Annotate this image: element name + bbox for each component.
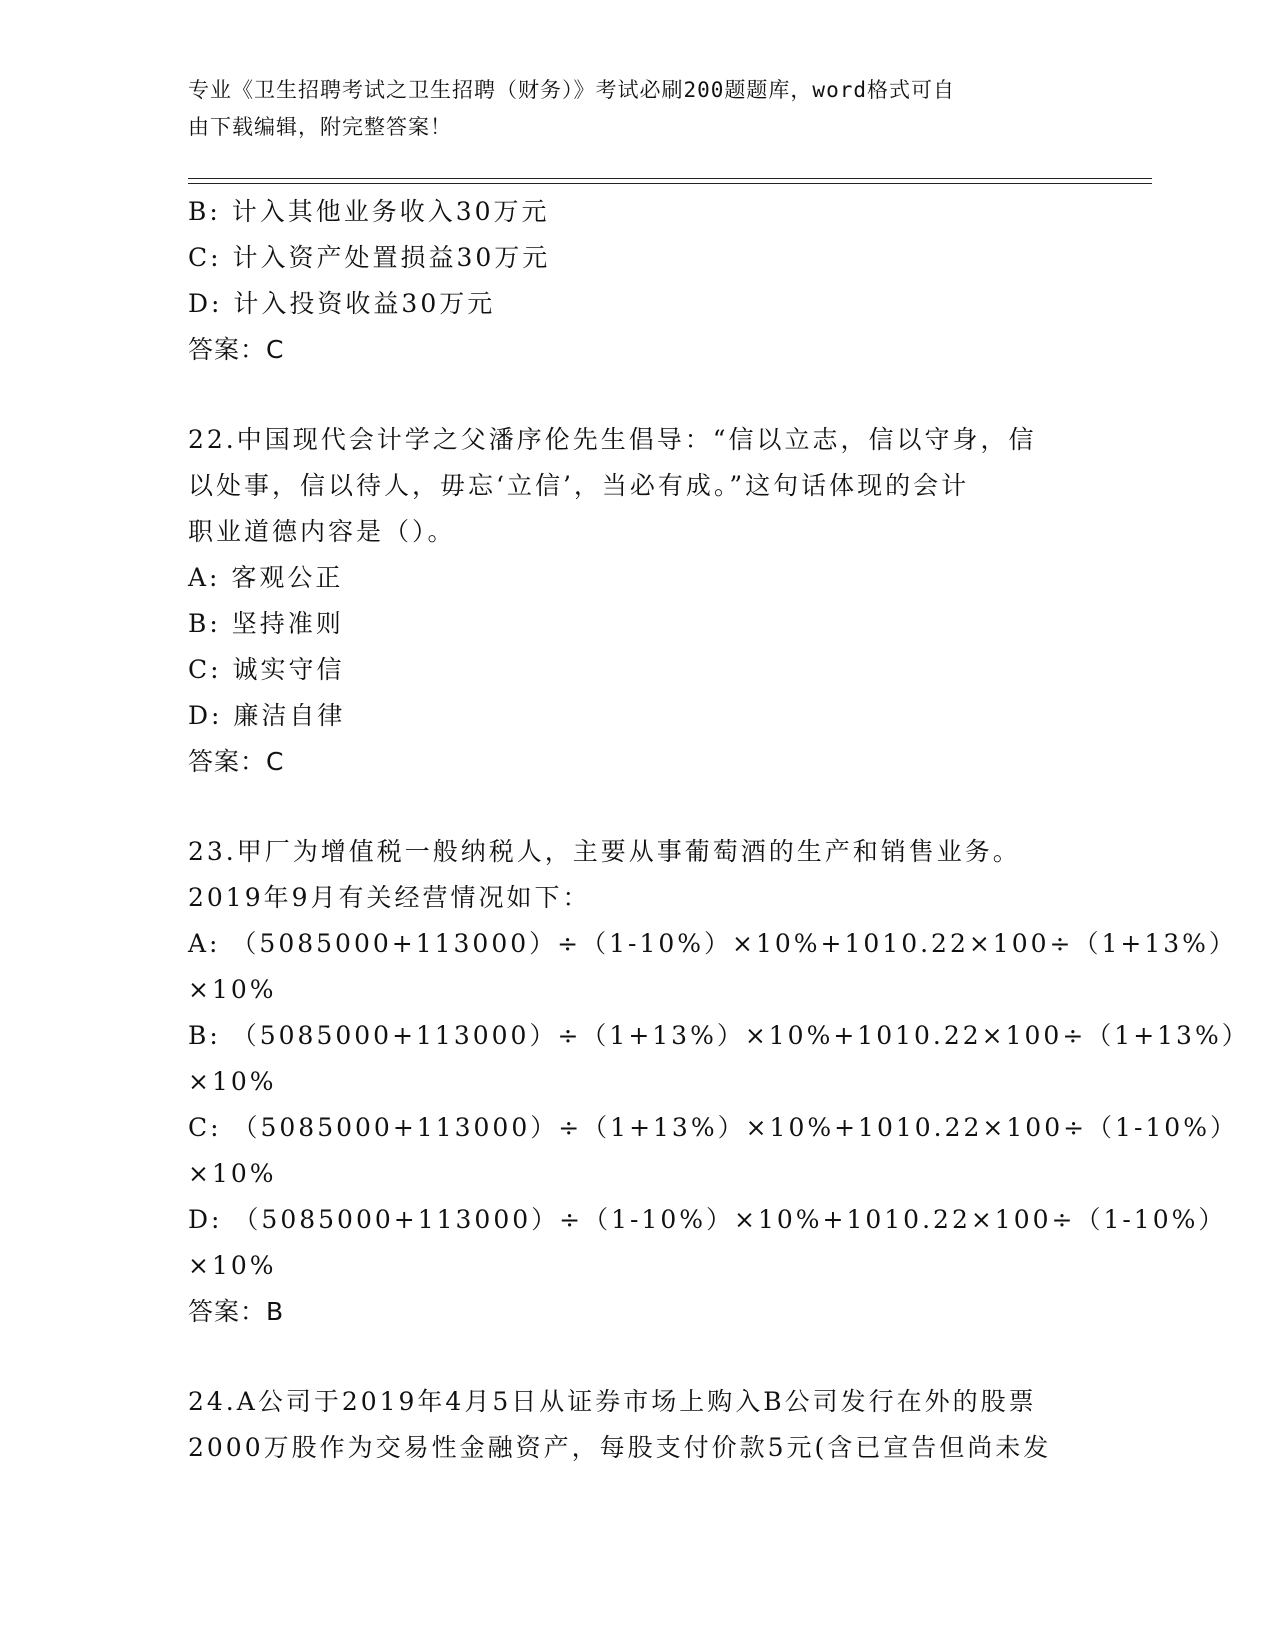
option-c: C: 诚实守信 [188,655,345,684]
question-23 [188,829,1250,1335]
option-c: C: 计入资产处置损益30万元 [188,243,551,272]
option-b-continuation: ×10% [188,1067,277,1096]
answer-line: 答案：B [188,1297,285,1326]
option-c: C: （5085000+113000）÷（1+13%）×10%+1010.22×100÷（1-10%） [188,1113,1238,1142]
option-d: D: 廉洁自律 [188,701,346,730]
document-header [188,72,1068,146]
question-22 [188,417,1088,785]
option-d-continuation: ×10% [188,1251,277,1280]
option-b: B: 计入其他业务收入30万元 [188,197,550,226]
answer-line: 答案：C [188,335,285,364]
question-21 [188,189,1088,373]
question-content [188,189,1250,1471]
header-title-line-2: 由下载编辑，附完整答案！ [188,115,452,139]
question-stem-line: 23.甲厂为增值税一般纳税人，主要从事葡萄酒的生产和销售业务。 [188,837,1021,866]
option-b: B: （5085000+113000）÷（1+13%）×10%+1010.22×100÷（1+13%） [188,1021,1250,1050]
option-a: A: 客观公正 [188,563,344,592]
question-stem-line: 2019年9月有关经营情况如下： [188,883,591,912]
question-stem-line: 职业道德内容是（）。 [188,517,456,546]
header-divider-bottom [188,183,1152,184]
option-d: D: （5085000+113000）÷（1-10%）×10%+1010.22×100÷（1-10%） [188,1205,1227,1234]
option-a-continuation: ×10% [188,975,277,1004]
option-a: A: （5085000+113000）÷（1-10%）×10%+1010.22×100÷（1+13%） [188,929,1237,958]
question-stem-line: 以处事，信以待人，毋忘‘立信’，当必有成。”这句话体现的会计 [188,471,970,500]
question-stem-line: 2000万股作为交易性金融资产，每股支付价款5元(含已宣告但尚未发 [188,1433,1052,1462]
question-stem-line: 24.A公司于2019年4月5日从证券市场上购入B公司发行在外的股票 [188,1387,1037,1416]
question-stem-line: 22.中国现代会计学之父潘序伦先生倡导：“信以立志，信以守身，信 [188,425,1037,454]
option-b: B: 坚持准则 [188,609,344,638]
answer-line: 答案：C [188,747,285,776]
option-c-continuation: ×10% [188,1159,277,1188]
header-divider-top [188,178,1152,179]
header-title-line-1: 专业《卫生招聘考试之卫生招聘（财务）》考试必刷200题题库，word格式可自 [188,78,955,102]
option-d: D: 计入投资收益30万元 [188,289,496,318]
question-24 [188,1379,1088,1471]
